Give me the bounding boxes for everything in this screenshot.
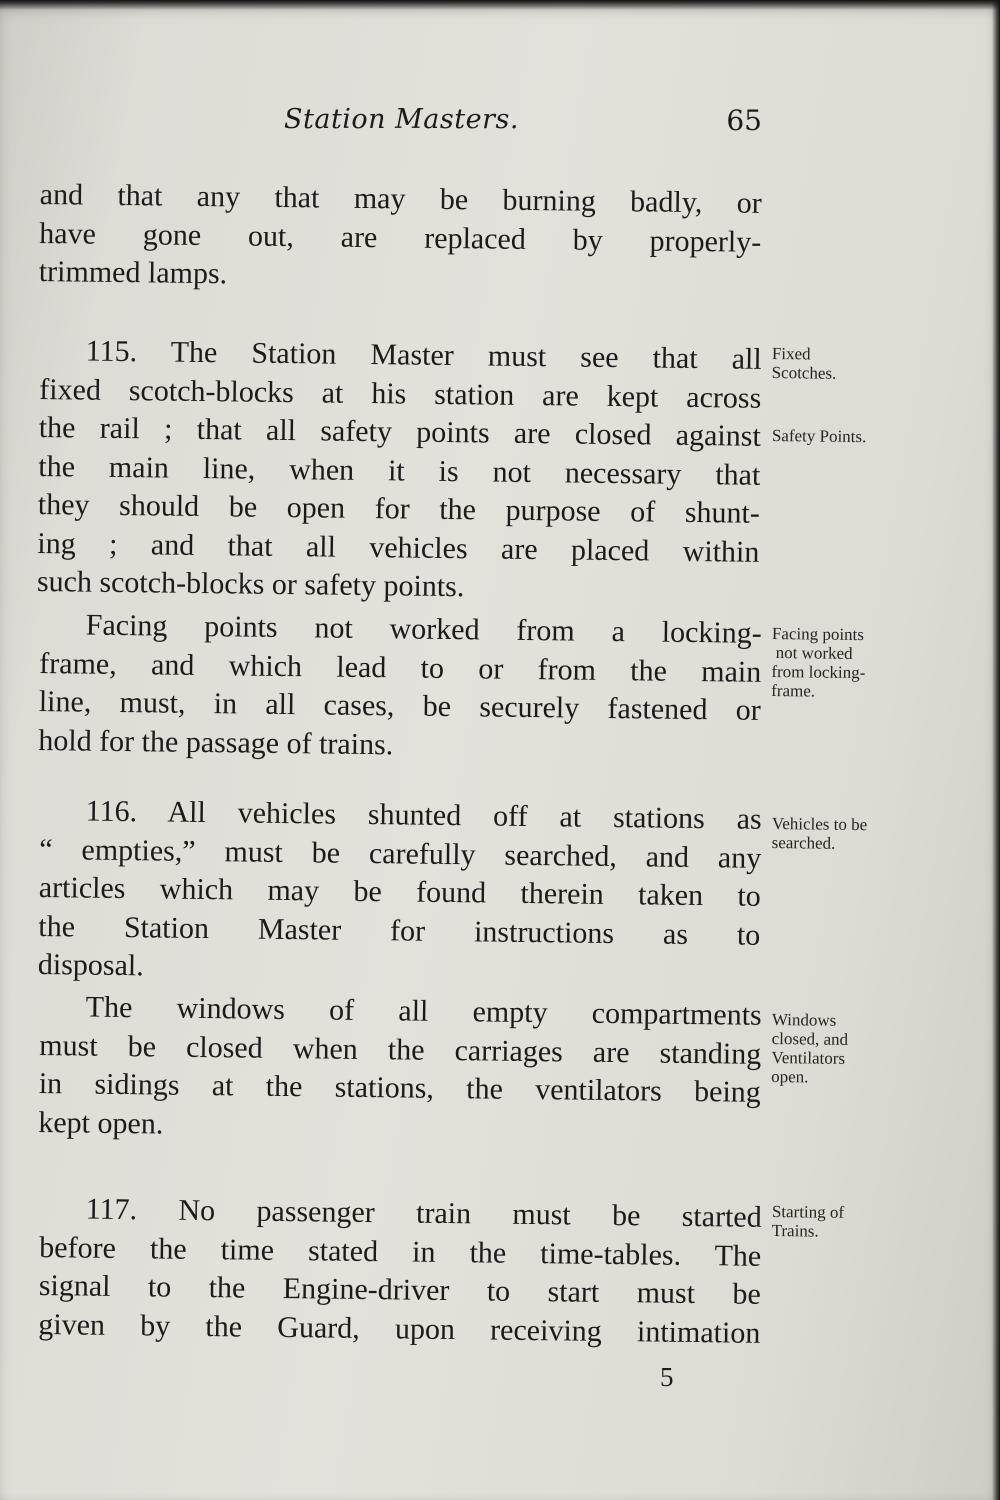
text-line: articles which may be found therein taken to [38, 870, 761, 913]
text-line: hold for the passage of trains. [38, 723, 394, 761]
text-line: and that any that may be burning badly, or [39, 177, 762, 220]
text-line: fixed scotch-blocks at his station are kept across [39, 372, 762, 415]
page-top-shadow [0, 0, 1000, 10]
page-number: 65 [726, 104, 762, 137]
margin-note-line: not worked [775, 643, 853, 663]
text-line: before the time stated in the time-tables. The [39, 1230, 762, 1273]
text-line: trimmed lamps. [38, 254, 228, 291]
margin-note-line: frame. [771, 680, 816, 701]
signature-mark: 5 [660, 1362, 674, 1392]
margin-note-line: Ventilators [771, 1047, 846, 1068]
margin-note-vehicles-searched [772, 814, 942, 854]
paragraph-rule-117 [38, 1190, 762, 1353]
margin-note-fixed-scotches [772, 344, 942, 384]
page-right-shadow [992, 0, 1000, 1500]
margin-note-line: Safety Points. [771, 426, 867, 447]
text-line: 116. All vehicles shunted off at stations as [85, 794, 762, 836]
margin-note-line: Fixed [771, 344, 811, 364]
text-line: they should be open for the purpose of shunt- [37, 487, 761, 530]
text-line: in sidings at the stations, the ventilators being [38, 1066, 761, 1109]
margin-note-line: Vehicles to be [771, 814, 868, 835]
text-line: 115. The Station Master must see that all [85, 334, 762, 376]
paragraph-rule-116 [38, 792, 762, 993]
margin-note-windows [771, 1010, 942, 1088]
margin-note-line: from locking- [771, 661, 866, 683]
text-line: the rail ; that all safety points are closed against [38, 410, 761, 453]
text-line: Facing points not worked from a locking- [85, 608, 762, 650]
margin-note-line: closed, and [771, 1028, 849, 1049]
text-line: given by the Guard, upon receiving intimation [38, 1307, 761, 1350]
margin-note-line: searched. [771, 832, 836, 853]
margin-note-facing-points [771, 624, 942, 702]
margin-note-starting-trains [772, 1202, 942, 1242]
text-line: “ empties,” must be carefully searched, and any [39, 832, 762, 875]
margin-note-line: Windows [771, 1010, 837, 1030]
text-line: such scotch-blocks or safety points. [36, 564, 465, 604]
margin-note-safety-points [772, 426, 942, 447]
text-line: have gone out, are replaced by properly- [39, 216, 762, 259]
paragraph-continuation [39, 176, 762, 300]
paragraph-rule-115 [37, 332, 762, 610]
text-line: kept open. [38, 1105, 164, 1141]
text-line: the main line, when it is not necessary that [38, 449, 761, 492]
text-line: signal to the Engine-driver to start must be [38, 1268, 761, 1311]
margin-note-line: open. [771, 1066, 809, 1087]
paragraph-windows [38, 988, 762, 1151]
text-line: line, must, in all cases, be securely fastened or [38, 684, 761, 727]
paragraph-facing-points [38, 606, 762, 769]
text-line: must be closed when the carriages are standing [39, 1028, 762, 1071]
text-line: frame, and which lead to or from the main [39, 646, 762, 689]
page-header [280, 104, 770, 144]
running-title: Station Masters. [284, 104, 519, 135]
margin-note-line: Scotches. [771, 362, 837, 383]
text-line: ing ; and that all vehicles are placed within [37, 526, 760, 569]
text-line: The windows of all empty compartments [85, 990, 762, 1032]
margin-note-line: Facing points [771, 624, 865, 645]
text-line: 117. No passenger train must be started [85, 1192, 762, 1234]
text-line: the Station Master for instructions as to [38, 909, 761, 952]
text-line: disposal. [37, 947, 144, 983]
margin-note-line: Starting of [771, 1202, 845, 1222]
margin-note-line: Trains. [771, 1220, 819, 1241]
